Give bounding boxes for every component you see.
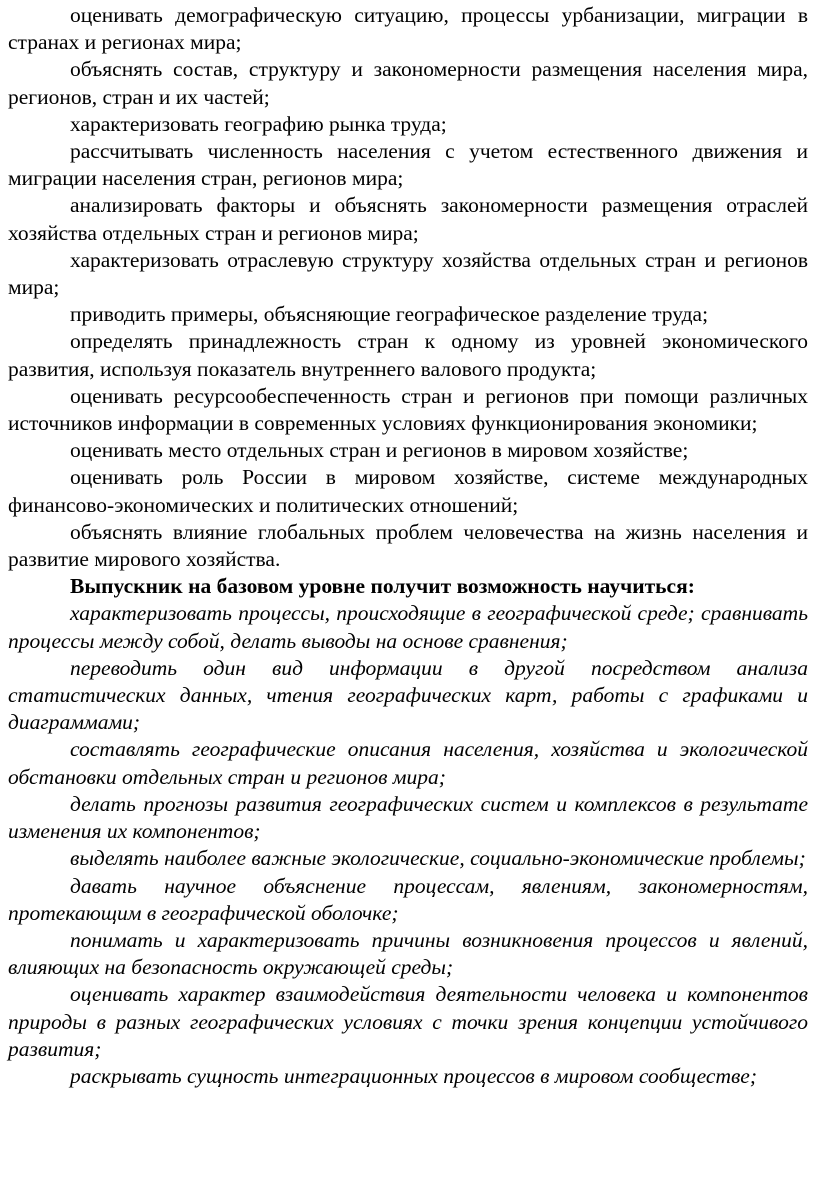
list-item: объяснять состав, структуру и закономерности размещения населения мира, регионов, стран и их частей; xyxy=(8,57,808,109)
list-item: рассчитывать численность населения с учетом естественного движения и миграции населения стран, регионов мира; xyxy=(8,139,808,191)
italic-list-item: составлять географические описания населения, хозяйства и экологической обстановки отдельных стран и регионов мира; xyxy=(8,737,808,789)
italic-list-item: оценивать характер взаимодействия деятельности человека и компонентов природы в разных географических условиях с точки зрения концепции устойчивого развития; xyxy=(8,982,808,1061)
italic-list-item: понимать и характеризовать причины возникновения процессов и явлений, влияющих на безопасность окружающей среды; xyxy=(8,927,808,980)
italic-list-item: переводить один вид информации в другой посредством анализа статистических данных, чтения географических карт, работы с графиками и диаграммами; xyxy=(8,655,808,735)
section-heading: Выпускник на базовом уровне получит возможность научиться: xyxy=(70,574,695,599)
document-page xyxy=(8,2,808,1090)
list-item: объяснять влияние глобальных проблем человечества на жизнь населения и развитие мирового хозяйства. xyxy=(8,519,808,572)
list-item: анализировать факторы и объяснять закономерности размещения отраслей хозяйства отдельных стран и регионов мира; xyxy=(8,193,808,245)
list-item: характеризовать отраслевую структуру хозяйства отдельных стран и регионов мира; xyxy=(8,247,808,300)
italic-list-item: раскрывать сущность интеграционных процессов в мировом сообществе; xyxy=(70,1063,758,1088)
list-item: оценивать роль России в мировом хозяйстве, системе международных финансово-экономических и политических отношений; xyxy=(8,465,808,517)
italic-list-item: выделять наиболее важные экологические, социально-экономические проблемы; xyxy=(70,846,806,871)
italic-list-item: давать научное объяснение процессам, явлениям, закономерностям, протекающим в географической оболочке; xyxy=(8,873,808,925)
italic-list-item: делать прогнозы развития географических систем и комплексов в результате изменения их компонентов; xyxy=(8,791,808,844)
list-item: оценивать ресурсообеспеченность стран и регионов при помощи различных источников информации в современных условиях функционирования экономики; xyxy=(8,383,808,436)
list-item: характеризовать географию рынка труда; xyxy=(70,111,447,136)
list-item: оценивать место отдельных стран и регионов в мировом хозяйстве; xyxy=(70,438,689,463)
list-item: оценивать демографическую ситуацию, процессы урбанизации, миграции в странах и регионах мира; xyxy=(8,3,808,55)
italic-list-item: характеризовать процессы, происходящие в географической среде; сравнивать процессы между собой, делать выводы на основе сравнения; xyxy=(8,601,808,653)
list-item: приводить примеры, объясняющие географическое разделение труда; xyxy=(70,302,709,327)
list-item: определять принадлежность стран к одному из уровней экономического развития, используя показатель внутреннего валового продукта; xyxy=(8,329,808,381)
